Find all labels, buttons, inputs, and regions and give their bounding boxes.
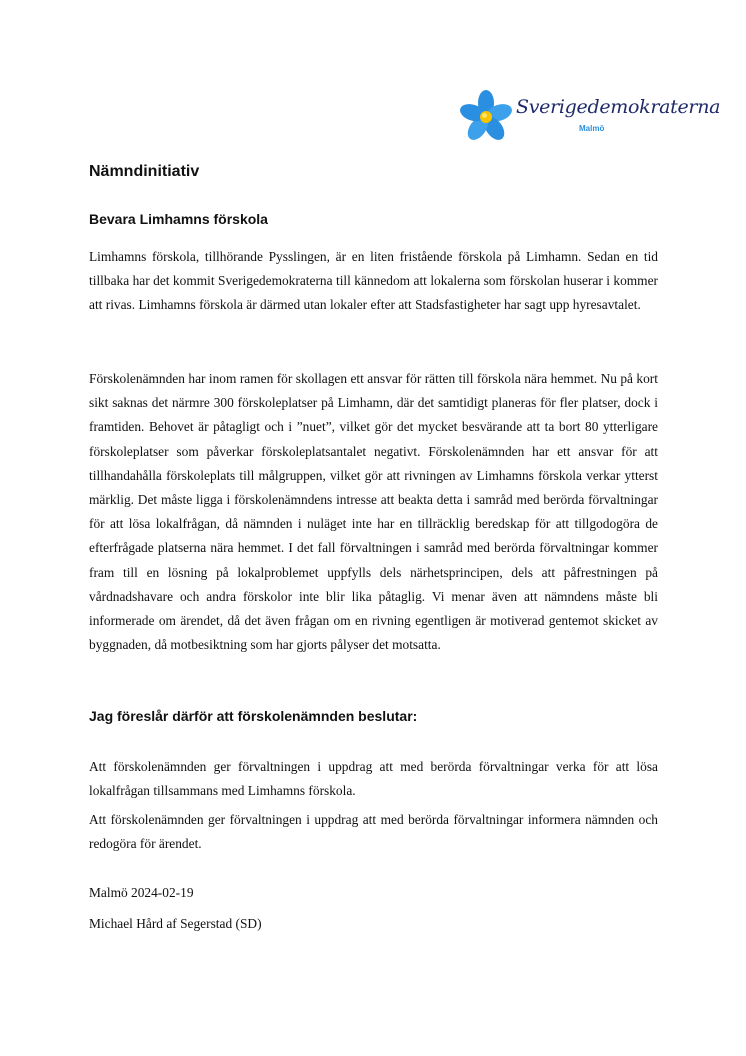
party-logo [458,88,721,148]
body-paragraph: Förskolenämnden har inom ramen för skollagen ett ansvar för rätten till förskola nära hemmet. Nu på kort sikt saknas det närmre 300 förskoleplatser på Limhamn, där det samtidigt planeras för fler platser, dock i framtiden. Behovet är påtagligt och i ”nuet”, vilket gör det mycket besvärande att ta bort 80 ytterligare förskoleplatser som påverkar förskoleplatsantalet negativt. Förskolenämnden har ett ansvar för att tillhandahålla förskoleplats till målgruppen, vilket gör att rivningen av Limhamns förskola verkar ytterst märklig. Det måste ligga i förskolenämndens intresse att beakta detta i samråd med berörda förvaltningar för att lösa lokalfrågan, då nämnden i nuläget inte har en tillräcklig beredskap för att tillgodogöra de efterfrågade platserna nära hemmet. I det fall förvaltningen i samråd med berörda förvaltningar kommer fram till en lösning på lokalproblemet uppfylls dels närhetsprincipen, dels att påfrestningen på vårdnadshavare och andra förskolor inte blir lika påtaglig. Vi menar även att nämndens måste bli informerade om ärendet, då det även frågan om en rivning egentligen är motiverad gentemot skicket av byggnaden, då motbesiktning som har gjorts pålyser det motsatta. [89,371,658,653]
place-date: Malmö 2024-02-19 [89,885,194,900]
signature: Michael Hård af Segerstad (SD) [89,916,262,931]
document-title: Bevara Limhamns förskola [89,211,268,227]
logo-name: Sverigedemokraterna [516,96,721,118]
proposal-heading: Jag föreslår därför att förskolenämnden beslutar: [89,708,418,724]
body-paragraph: Limhamns förskola, tillhörande Pysslingen, är en liten fristående förskola på Limhamn. Sedan en tid tillbaka har det kommit Sverigedemokraterna till kännedom att lokalerna som förskolan huserar i kommer att rivas. Limhamns förskola är därmed utan lokaler efter att Stadsfastigheter har sagt upp hyresavtalet. [89,249,658,313]
logo-subtitle: Malmö [579,124,605,133]
decision-item: Att förskolenämnden ger förvaltningen i uppdrag att med berörda förvaltningar verka för att lösa lokalfrågan tillsammans med Limhamns förskola. [89,759,658,799]
flower-icon [458,88,514,148]
decision-item: Att förskolenämnden ger förvaltningen i uppdrag att med berörda förvaltningar informera nämnden och redogöra för ärendet. [89,812,658,852]
document-type: Nämndinitiativ [89,163,200,180]
